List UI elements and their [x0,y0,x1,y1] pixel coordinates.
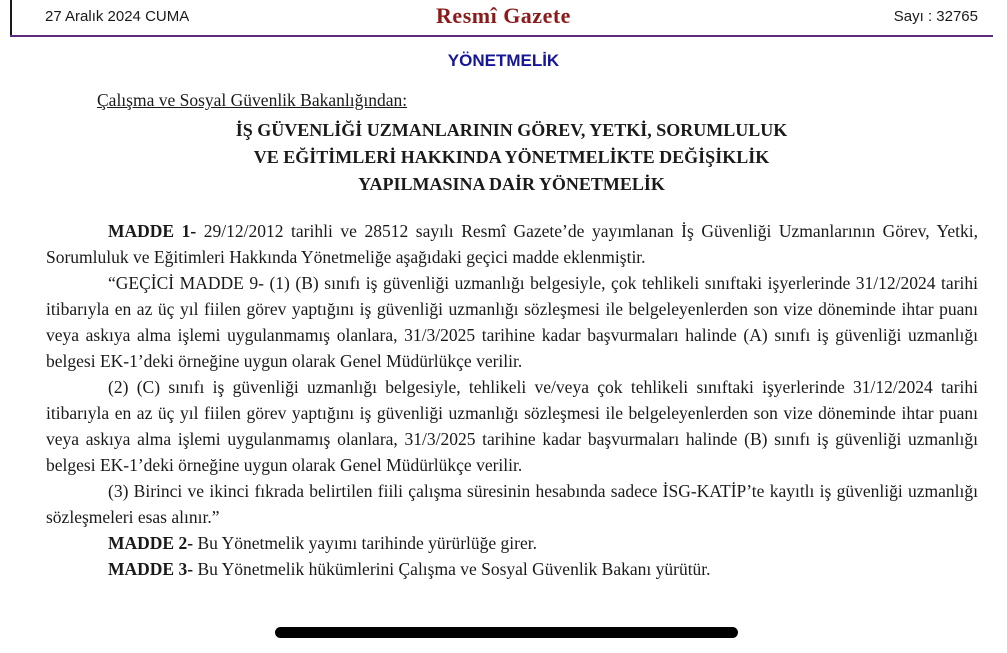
article-paragraph-madde3 [46,556,978,582]
article-text-madde1: 29/12/2012 tarihli ve 28512 sayılı Resmî Gazete’de yayımlanan İş Güvenliği Uzmanlarının Görev, Yetki, Sorumluluk ve Eğitimleri Hakkında Yönetmeliğe aşağıdaki geçici madde eklenmiştir. [46,221,978,267]
article-paragraph-madde1 [46,218,978,270]
article-label-madde2: MADDE 2- [108,533,194,553]
gazette-date: 27 Aralık 2024 CUMA [45,8,190,25]
article-label-madde3: MADDE 3- [108,559,194,579]
regulation-title-line-2: VE EĞİTİMLERİ HAKKINDA YÖNETMELİKTE DEĞİŞİKLİK [253,147,770,167]
article-body [46,218,978,582]
article-paragraph-madde2 [46,530,978,556]
article-text-gecici-madde9-f3: (3) Birinci ve ikinci fıkrada belirtilen fiili çalışma süresinin hesabında sadece İSG-KATİP’te kayıtlı iş güvenliği uzmanlığı sözleşmeleri esas alınır.” [46,481,978,527]
regulation-title-line-1: İŞ GÜVENLİĞİ UZMANLARININ GÖREV, YETKİ, SORUMLULUK [235,120,788,140]
article-text-gecici-madde9-f2: (2) (C) sınıfı iş güvenliği uzmanlığı belgesiyle, tehlikeli ve/veya çok tehlikeli sınıftaki işyerlerinde 31/12/2024 tarihi itibarıyla en az üç yıl fiilen görev yaptığını iş güvenliği uzmanlığı sözleşmesi ile belgeleyenlerden son vize döneminde ihtar puanı veya askıya alma işlemi uygulanmamış olanlara, 31/3/2025 tarihine kadar başvurmaları halinde (B) sınıfı iş güvenliği uzmanlığı belgesi EK-1’deki örneğine uygun olarak Genel Müdürlükçe verilir. [46,377,978,475]
article-text-gecici-madde9-f1: “GEÇİCİ MADDE 9- (1) (B) sınıfı iş güvenliği uzmanlığı belgesiyle, çok tehlikeli sınıftaki işyerlerinde 31/12/2024 tarihi itibarıyla en az üç yıl fiilen görev yaptığını iş güvenliği uzmanlığı sözleşmesi ile belgeleyenlerden son vize döneminde ihtar puanı veya askıya alma işlemi uygulanmamış olanlara, 31/3/2025 tarihine kadar başvurmaları halinde (A) sınıfı iş güvenliği uzmanlığı belgesi EK-1’deki örneğine uygun olarak Genel Müdürlükçe verilir. [46,273,978,371]
header-left-border [10,0,12,35]
issuing-authority: Çalışma ve Sosyal Güvenlik Bakanlığından: [97,90,408,110]
article-paragraph-gecici-madde9-f3 [46,478,978,530]
section-heading-yonetmelik: YÖNETMELİK [447,51,560,70]
article-label-madde1: MADDE 1- [108,221,197,241]
article-paragraph-gecici-madde9-f2 [46,374,978,478]
issue-number: Sayı : 32765 [893,8,978,25]
regulation-title-line-3: YAPILMASINA DAİR YÖNETMELİK [358,174,665,194]
regulation-title [45,117,978,198]
article-text-madde3: Bu Yönetmelik hükümlerini Çalışma ve Sosyal Güvenlik Bakanı yürütür. [193,559,711,579]
gazette-title: Resmî Gazete [436,3,571,28]
end-of-document-bar [275,627,738,638]
article-text-madde2: Bu Yönetmelik yayımı tarihinde yürürlüğe girer. [193,533,537,553]
article-paragraph-gecici-madde9-f1 [46,270,978,374]
header-divider [10,35,993,37]
